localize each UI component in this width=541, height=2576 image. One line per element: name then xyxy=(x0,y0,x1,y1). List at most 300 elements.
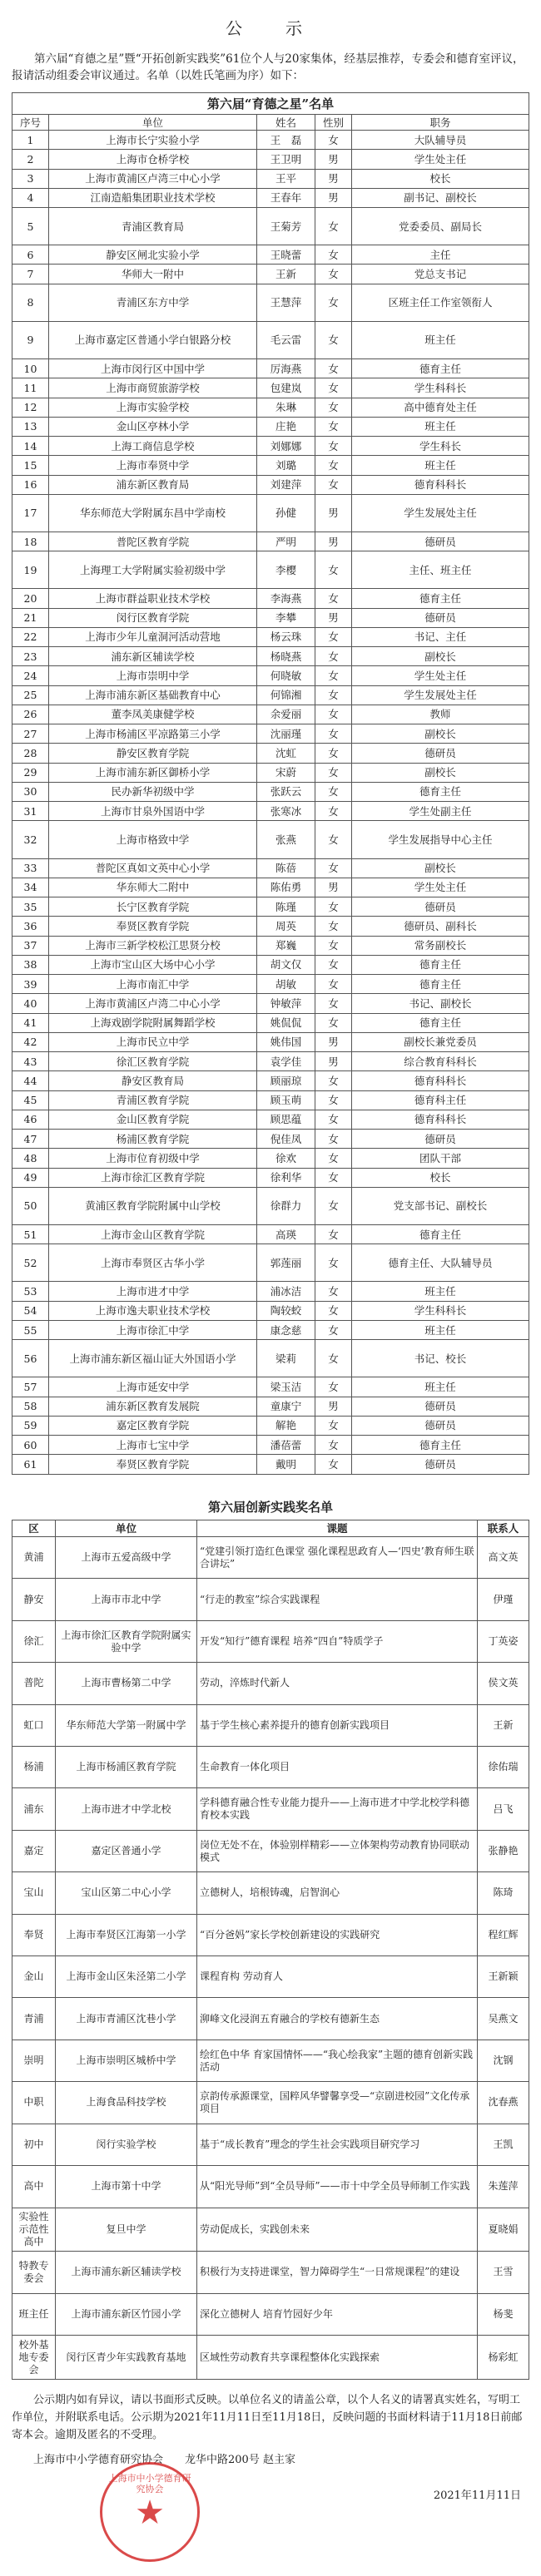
table-row xyxy=(12,1998,529,2040)
page-title: 公 示 xyxy=(226,18,315,38)
table-cell: 班主任 xyxy=(352,1377,529,1397)
table-cell: 上海市五爱高级中学 xyxy=(56,1537,197,1579)
table-cell: 闵行区教育学院 xyxy=(49,608,257,627)
table-cell: 德研员 xyxy=(352,897,529,917)
table-cell: 杨浦区教育学院 xyxy=(49,1130,257,1149)
table-cell: 女 xyxy=(315,1130,352,1149)
table-cell: 15 xyxy=(12,456,49,475)
table-cell: 宝山 xyxy=(12,1872,56,1914)
table-cell: 教师 xyxy=(352,705,529,724)
table-cell: 女 xyxy=(315,955,352,974)
table-cell: 28 xyxy=(12,744,49,763)
table-cell: 女 xyxy=(315,398,352,417)
innovation-header-row xyxy=(12,1520,529,1537)
table-cell: 上海市商贸旅游学校 xyxy=(49,378,257,398)
table-cell: 女 xyxy=(315,975,352,994)
table-row xyxy=(12,627,529,646)
table-cell: 德研员 xyxy=(352,608,529,627)
table-row xyxy=(12,1282,529,1301)
table-cell: 德育科主任 xyxy=(352,1090,529,1110)
table-cell: 女 xyxy=(315,994,352,1013)
table-cell: 45 xyxy=(12,1090,49,1110)
table-cell: 校长 xyxy=(352,1168,529,1187)
table-row xyxy=(12,1130,529,1149)
table-cell: 普陀区真如文英中心小学 xyxy=(49,858,257,878)
table-cell: 副校长 xyxy=(352,858,529,878)
table-cell: 41 xyxy=(12,1013,49,1032)
table-cell: 女 xyxy=(315,589,352,608)
table-cell: 13 xyxy=(12,417,49,436)
table-cell: 德育主任 xyxy=(352,955,529,974)
table-row xyxy=(12,1537,529,1579)
table-row xyxy=(12,1956,529,1998)
table-cell: 上海市崇明区城桥中学 xyxy=(56,2040,197,2081)
table-cell: 书记、校长 xyxy=(352,1340,529,1377)
table-cell: 德育科科长 xyxy=(352,1110,529,1129)
table-cell: 男 xyxy=(315,1032,352,1051)
table-cell: 女 xyxy=(315,321,352,358)
table-cell: 解艳 xyxy=(257,1416,315,1435)
table-cell: 36 xyxy=(12,917,49,936)
table-cell: 48 xyxy=(12,1149,49,1168)
table-cell: 嘉定区教育学院 xyxy=(49,1416,257,1435)
table-cell: 35 xyxy=(12,897,49,917)
table-cell: 王平 xyxy=(257,169,315,188)
table-cell: 长宁区教育学院 xyxy=(49,897,257,917)
table-cell: 男 xyxy=(315,169,352,188)
table-cell: 42 xyxy=(12,1032,49,1051)
table-cell: 江南造船集团职业技术学校 xyxy=(49,188,257,207)
table-row xyxy=(12,1579,529,1620)
table-cell: 浦东新区教育局 xyxy=(49,475,257,494)
table-cell: 华东师范大学附属东昌中学南校 xyxy=(49,494,257,532)
table-row xyxy=(12,1187,529,1224)
table-cell: 黄浦区教育学院附属中山学校 xyxy=(49,1187,257,1224)
table-cell: 静安区教育局 xyxy=(49,1071,257,1090)
table-cell: 区域性劳动教育共享课程整体化实践探索 xyxy=(197,2336,478,2380)
column-header: 单位 xyxy=(49,115,257,131)
table-row xyxy=(12,1416,529,1435)
table-row xyxy=(12,878,529,897)
table-cell: 女 xyxy=(315,284,352,321)
table-cell: 上海市三新学校松江思贤分校 xyxy=(49,936,257,955)
table-row xyxy=(12,208,529,245)
table-cell: 女 xyxy=(315,456,352,475)
table-cell: 上海市甘泉外国语中学 xyxy=(49,802,257,821)
table-cell: 德育科科长 xyxy=(352,475,529,494)
table-cell: 女 xyxy=(315,802,352,821)
table-cell: 陈瑾 xyxy=(257,897,315,917)
table-cell: 50 xyxy=(12,1187,49,1224)
table-cell: 沈虹 xyxy=(257,744,315,763)
table-cell: 刘璐 xyxy=(257,456,315,475)
table-cell: 郭莲丽 xyxy=(257,1244,315,1282)
table-cell: 37 xyxy=(12,936,49,955)
table-cell: 德研员、副科长 xyxy=(352,917,529,936)
innovation-table-body xyxy=(12,1537,529,2380)
table-cell: 陶较蛟 xyxy=(257,1301,315,1320)
table-cell: 宋蔚 xyxy=(257,763,315,782)
table-cell: 劳动，淬炼时代新人 xyxy=(197,1663,478,1704)
table-row xyxy=(12,532,529,551)
table-cell: 中职 xyxy=(12,2082,56,2124)
table-cell: 李攀 xyxy=(257,608,315,627)
table-cell: 女 xyxy=(315,647,352,666)
table-cell: 女 xyxy=(315,1320,352,1339)
table-row xyxy=(12,744,529,763)
table-cell: 女 xyxy=(315,763,352,782)
table-cell: 党总支书记 xyxy=(352,265,529,284)
table-cell: 高中 xyxy=(12,2166,56,2208)
table-cell: 上海市市北中学 xyxy=(56,1579,197,1620)
table-cell: 学生发展指导中心主任 xyxy=(352,821,529,858)
table-cell: 绘红色中华 育家国情怀——“我心绘我家”主题的德育创新实践活动 xyxy=(197,2040,478,2081)
table-cell: 女 xyxy=(315,475,352,494)
table-cell: 从“阳光导师”到“全员导师”——市十中学全员导师制工作实践 xyxy=(197,2166,478,2208)
table-cell: 女 xyxy=(315,858,352,878)
table-cell: 女 xyxy=(315,744,352,763)
table-cell: 复旦中学 xyxy=(56,2208,197,2252)
seal-star-icon: ★ xyxy=(135,2494,165,2532)
table-cell: 女 xyxy=(315,208,352,245)
table-cell: 德育主任、大队辅导员 xyxy=(352,1244,529,1282)
stars-table-body xyxy=(12,131,529,1475)
table-cell: 积极行为支持进课堂，智力障碍学生“一日常规课程”的建设 xyxy=(197,2252,478,2293)
table-cell: 班主任 xyxy=(352,1320,529,1339)
table-row xyxy=(12,1013,529,1032)
table-cell: 上海市闵行区中国中学 xyxy=(49,359,257,378)
table-cell: 女 xyxy=(315,1416,352,1435)
table-row xyxy=(12,1320,529,1339)
table-cell: 53 xyxy=(12,1282,49,1301)
table-cell: 崇明 xyxy=(12,2040,56,2081)
table-row xyxy=(12,1168,529,1187)
table-cell: 书记、副校长 xyxy=(352,994,529,1013)
table-cell: 徐利华 xyxy=(257,1168,315,1187)
table-cell: 47 xyxy=(12,1130,49,1149)
table-row xyxy=(12,321,529,358)
table-cell: 王慧萍 xyxy=(257,284,315,321)
table-cell: 杨彩虹 xyxy=(478,2336,529,2380)
table-cell: 姚伟国 xyxy=(257,1032,315,1051)
table-cell: 上海食品科技学校 xyxy=(56,2082,197,2124)
table-cell: 上海市徐汇区教育学院附属实验中学 xyxy=(56,1620,197,1662)
table-cell: 程红辉 xyxy=(478,1914,529,1955)
table-cell: 57 xyxy=(12,1377,49,1397)
column-header: 联系人 xyxy=(478,1520,529,1537)
table-cell: 副校长 xyxy=(352,647,529,666)
innovation-table xyxy=(12,1495,529,2380)
table-row xyxy=(12,1052,529,1071)
table-cell: 女 xyxy=(315,666,352,685)
table-cell: 陈佑勇 xyxy=(257,878,315,897)
table-cell: 潘蓓蕾 xyxy=(257,1436,315,1455)
table-cell: 女 xyxy=(315,705,352,724)
table-row xyxy=(12,1788,529,1830)
table-cell: 杨晓燕 xyxy=(257,647,315,666)
table-cell: 沈丽瑾 xyxy=(257,724,315,744)
table-cell: 22 xyxy=(12,627,49,646)
table-cell: 46 xyxy=(12,1110,49,1129)
table-cell: 王 磊 xyxy=(257,131,315,150)
table-row xyxy=(12,2293,529,2335)
table-cell: 上海市进才中学 xyxy=(49,1282,257,1301)
table-cell: 张跃云 xyxy=(257,782,315,801)
table-cell: 钟敏萍 xyxy=(257,994,315,1013)
table-cell: 上海市位育初级中学 xyxy=(49,1149,257,1168)
table-cell: 王凯 xyxy=(478,2124,529,2165)
seal-text: 上海市中小学德育研究协会 xyxy=(108,2473,191,2494)
table-cell: 沈钢 xyxy=(478,2040,529,2081)
table-cell: 男 xyxy=(315,608,352,627)
table-cell: 副校长 xyxy=(352,724,529,744)
table-cell: 27 xyxy=(12,724,49,744)
table-cell: 青浦区教育局 xyxy=(49,208,257,245)
table-cell: 上海市第十中学 xyxy=(56,2166,197,2208)
table-row xyxy=(12,245,529,265)
table-row xyxy=(12,378,529,398)
table-cell: 24 xyxy=(12,666,49,685)
table-cell: 徐群力 xyxy=(257,1187,315,1224)
table-row xyxy=(12,284,529,321)
table-cell: 袁学佳 xyxy=(257,1052,315,1071)
table-cell: 刘娜娜 xyxy=(257,437,315,456)
table-cell: 女 xyxy=(315,131,352,150)
intro-paragraph: 第六届“育德之星”暨“开拓创新实践奖”61位个人与20家集体，经基层推荐，专委会和德育室评议，报请活动组委会审议通过。名单（以姓氏笔画为序）如下： xyxy=(12,52,524,82)
table-cell: 女 xyxy=(315,265,352,284)
table-cell: 初中 xyxy=(12,2124,56,2165)
objection-notice: 公示期内如有异议，请以书面形式反映。以单位名义的请盖公章，以个人名义的请署真实姓名，写明工作单位，并附联系电话。公示期为2021年11月11日至11月18日，反映问题的书面材料请于11月18日前邮寄本会。逾期及匿名的不受理。 xyxy=(12,2394,523,2441)
table-row xyxy=(12,359,529,378)
issue-date: 2021年11月11日 xyxy=(433,2489,521,2502)
table-cell: 上海市长宁实验小学 xyxy=(49,131,257,150)
table-cell: 静安 xyxy=(12,1579,56,1620)
table-cell: 56 xyxy=(12,1340,49,1377)
table-row xyxy=(12,763,529,782)
table-row xyxy=(12,647,529,666)
table-cell: 德育主任 xyxy=(352,1436,529,1455)
table-cell: 学生处主任 xyxy=(352,878,529,897)
table-cell: 54 xyxy=(12,1301,49,1320)
table-cell: 普陀 xyxy=(12,1663,56,1704)
table-row xyxy=(12,1620,529,1662)
table-cell: 胡敏 xyxy=(257,975,315,994)
table-cell: 女 xyxy=(315,782,352,801)
table-cell: 30 xyxy=(12,782,49,801)
table-cell: 童康宁 xyxy=(257,1397,315,1416)
table-cell: 上海市群益职业技术学校 xyxy=(49,589,257,608)
stars-table xyxy=(12,92,529,1475)
table-cell: 伊瑾 xyxy=(478,1579,529,1620)
table-cell: 女 xyxy=(315,417,352,436)
table-cell: 上海市金山区朱泾第二小学 xyxy=(56,1956,197,1998)
table-cell: 26 xyxy=(12,705,49,724)
table-cell: 王新 xyxy=(478,1704,529,1746)
table-cell: 立德树人，培根铸魂，启智润心 xyxy=(197,1872,478,1914)
table-cell: 43 xyxy=(12,1052,49,1071)
table-cell: 校外基地专委会 xyxy=(12,2336,56,2380)
table-cell: 男 xyxy=(315,1052,352,1071)
table-cell: 20 xyxy=(12,589,49,608)
table-cell: 男 xyxy=(315,150,352,169)
table-cell: 德研员 xyxy=(352,532,529,551)
table-row xyxy=(12,2040,529,2081)
table-cell: 朱莲萍 xyxy=(478,2166,529,2208)
table-cell: 1 xyxy=(12,131,49,150)
table-cell: 黄浦 xyxy=(12,1537,56,1579)
table-cell: 女 xyxy=(315,1224,352,1244)
table-row xyxy=(12,2208,529,2252)
table-cell: 刘建萍 xyxy=(257,475,315,494)
table-cell: 主任、班主任 xyxy=(352,551,529,589)
table-cell: 12 xyxy=(12,398,49,417)
table-cell: 44 xyxy=(12,1071,49,1090)
table-row xyxy=(12,1455,529,1475)
table-cell: 女 xyxy=(315,1013,352,1032)
table-cell: 京韵传承源课堂，国粹风华譬馨享受—“京剧进校园”文化传承项目 xyxy=(197,2082,478,2124)
table-cell: 闵行实验学校 xyxy=(56,2124,197,2165)
table-cell: 陈蓓 xyxy=(257,858,315,878)
table-cell: 女 xyxy=(315,1168,352,1187)
table-cell: 倪佳凤 xyxy=(257,1130,315,1149)
table-cell: 常务副校长 xyxy=(352,936,529,955)
table-cell: 王新颖 xyxy=(478,1956,529,1998)
table-cell: 徐汇 xyxy=(12,1620,56,1662)
table-cell: 静安区教育学院 xyxy=(49,744,257,763)
table-cell: 男 xyxy=(315,1397,352,1416)
table-cell: 上海市金山区教育学院 xyxy=(49,1224,257,1244)
table-cell: 9 xyxy=(12,321,49,358)
table-cell: 顾玉萌 xyxy=(257,1090,315,1110)
table-cell: 上海工商信息学校 xyxy=(49,437,257,456)
table-cell: 上海市格致中学 xyxy=(49,821,257,858)
table-cell: 金山区教育学院 xyxy=(49,1110,257,1129)
table-cell: 3 xyxy=(12,169,49,188)
table-cell: 康念慈 xyxy=(257,1320,315,1339)
table-cell: 61 xyxy=(12,1455,49,1475)
table-cell: 宝山区第二中心小学 xyxy=(56,1872,197,1914)
table-cell: 深化立德树人 培育竹园好少年 xyxy=(197,2293,478,2335)
table-cell: 女 xyxy=(315,359,352,378)
table-cell: 书记、主任 xyxy=(352,627,529,646)
table-cell: 副书记、副校长 xyxy=(352,188,529,207)
table-cell: 德育科科长 xyxy=(352,1071,529,1090)
table-cell: 朱琳 xyxy=(257,398,315,417)
table-cell: 上海市浦东新区基础教育中心 xyxy=(49,685,257,705)
table-cell: 34 xyxy=(12,878,49,897)
table-row xyxy=(12,2336,529,2380)
table-cell: 8 xyxy=(12,284,49,321)
column-header: 区 xyxy=(12,1520,56,1537)
table-cell: 女 xyxy=(315,1071,352,1090)
table-cell: 17 xyxy=(12,494,49,532)
table-cell: 实验性示范性高中 xyxy=(12,2208,56,2252)
table-row xyxy=(12,551,529,589)
table-cell: 特教专委会 xyxy=(12,2252,56,2293)
table-cell: 男 xyxy=(315,494,352,532)
table-cell: 学生科长 xyxy=(352,437,529,456)
table-cell: 孙健 xyxy=(257,494,315,532)
table-cell: 女 xyxy=(315,1282,352,1301)
table-cell: 上海市崇明中学 xyxy=(49,666,257,685)
table-cell: 闵行区青少年实践教育基地 xyxy=(56,2336,197,2380)
table-cell: 上海市浦东新区辅读学校 xyxy=(56,2252,197,2293)
table-cell: 女 xyxy=(315,724,352,744)
table-cell: 女 xyxy=(315,1244,352,1282)
table-cell: 59 xyxy=(12,1416,49,1435)
table-cell: 女 xyxy=(315,1090,352,1110)
table-row xyxy=(12,608,529,627)
table-row xyxy=(12,705,529,724)
table-cell: 王春年 xyxy=(257,188,315,207)
table-cell: 上海市奉贤区古华小学 xyxy=(49,1244,257,1282)
table-cell: 16 xyxy=(12,475,49,494)
table-cell: 女 xyxy=(315,1301,352,1320)
table-row xyxy=(12,1830,529,1871)
table-cell: 奉贤区教育学院 xyxy=(49,1455,257,1475)
table-row xyxy=(12,1090,529,1110)
table-row xyxy=(12,475,529,494)
table-cell: 王新 xyxy=(257,265,315,284)
table-row xyxy=(12,1377,529,1397)
table-row xyxy=(12,456,529,475)
table-cell: 高瑛 xyxy=(257,1224,315,1244)
table-cell: 38 xyxy=(12,955,49,974)
table-cell: 女 xyxy=(315,437,352,456)
table-row xyxy=(12,188,529,207)
table-cell: 李海燕 xyxy=(257,589,315,608)
table-cell: 女 xyxy=(315,551,352,589)
table-cell: 区班主任工作室领衔人 xyxy=(352,284,529,321)
table-row xyxy=(12,994,529,1013)
table-cell: 郑巍 xyxy=(257,936,315,955)
table-cell: 40 xyxy=(12,994,49,1013)
table-cell: 德研员 xyxy=(352,1416,529,1435)
table-cell: 王菊芳 xyxy=(257,208,315,245)
table-cell: 德育主任 xyxy=(352,359,529,378)
table-cell: 学科德育融合性专业能力提升——上海市进才中学北校学科德育校本实践 xyxy=(197,1788,478,1830)
table-cell: 女 xyxy=(315,1455,352,1475)
table-cell: 学生科科长 xyxy=(352,1301,529,1320)
table-cell: 吴燕文 xyxy=(478,1998,529,2040)
table-cell: 上海市奉贤中学 xyxy=(49,456,257,475)
table-cell: 上海市逸夫职业技术学校 xyxy=(49,1301,257,1320)
table-cell: 青浦 xyxy=(12,1998,56,2040)
table-cell: 德育主任 xyxy=(352,1224,529,1244)
table-cell: 德研员 xyxy=(352,744,529,763)
table-cell: 上海市浦东新区竹园小学 xyxy=(56,2293,197,2335)
table-cell: 金山 xyxy=(12,1956,56,1998)
table-cell: 10 xyxy=(12,359,49,378)
table-cell: 副校长 xyxy=(352,763,529,782)
table-cell: 女 xyxy=(315,1377,352,1397)
table-cell: 张燕 xyxy=(257,821,315,858)
table-row xyxy=(12,417,529,436)
table-cell: 上海市南汇中学 xyxy=(49,975,257,994)
table-cell: 课程育构 劳动育人 xyxy=(197,1956,478,1998)
table-row xyxy=(12,1704,529,1746)
table-cell: 上海市仓桥学校 xyxy=(49,150,257,169)
table-cell: 党委委员、副局长 xyxy=(352,208,529,245)
table-cell: 班主任 xyxy=(352,321,529,358)
table-cell: 青浦区教育学院 xyxy=(49,1090,257,1110)
table-row xyxy=(12,955,529,974)
table-cell: 上海戏剧学院附属舞蹈学校 xyxy=(49,1013,257,1032)
table-cell: 上海市浦东新区御桥小学 xyxy=(49,763,257,782)
table-cell: 32 xyxy=(12,821,49,858)
table-cell: 浦东新区辅读学校 xyxy=(49,647,257,666)
table-cell: 上海市实验学校 xyxy=(49,398,257,417)
